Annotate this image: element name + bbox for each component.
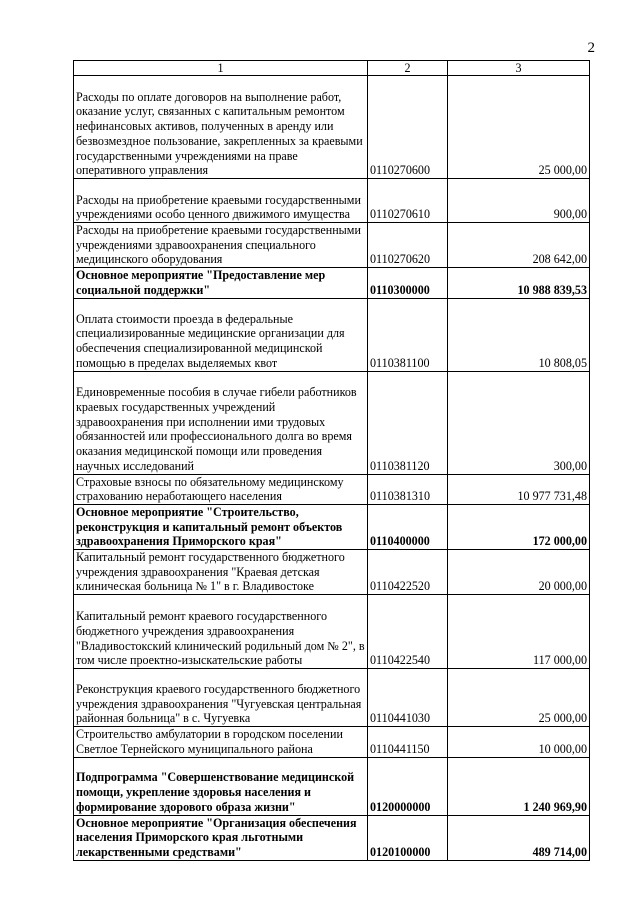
row-code-cell: 0110422520 — [368, 550, 448, 595]
table-header-row — [74, 61, 590, 76]
row-code-cell: 0110381310 — [368, 474, 448, 504]
budget-table — [73, 60, 590, 861]
row-name-cell: Строительство амбулатории в городском поселении Светлое Тернейского муниципального района — [74, 727, 368, 757]
row-name-cell: Расходы по оплате договоров на выполнение работ, оказание услуг, связанных с капитальным ремонтом нефинансовых активов, полученных в аренду или безвозмездное пользование, закрепленных за краевыми государственными учреждениями на праве оперативного управления — [74, 76, 368, 179]
row-amount-cell: 10 977 731,48 — [448, 474, 590, 504]
row-name-cell: Расходы на приобретение краевыми государственными учреждениями здравоохранения специального медицинского оборудования — [74, 223, 368, 268]
column-header-3: 3 — [448, 61, 590, 76]
row-name-cell: Капитальный ремонт краевого государственного бюджетного учреждения здравоохранения "Владивостокский клинический родильный дом № 2", в том числе проектно-изыскательские работы — [74, 595, 368, 669]
table-row — [74, 595, 590, 669]
row-name-cell: Единовременные пособия в случае гибели работников краевых государственных учреждений здравоохранения при исполнении ими трудовых обязанностей или профессионального долга во время оказания медицинской помощи или проведения научных исследований — [74, 371, 368, 474]
row-name-cell: Страховые взносы по обязательному медицинскому страхованию неработающего населения — [74, 474, 368, 504]
row-amount-cell: 1 240 969,90 — [448, 757, 590, 815]
row-amount-cell: 10 988 839,53 — [448, 268, 590, 298]
column-header-1: 1 — [74, 61, 368, 76]
table-row — [74, 550, 590, 595]
row-amount-cell: 25 000,00 — [448, 669, 590, 727]
row-code-cell: 0110441030 — [368, 669, 448, 727]
row-name-cell: Реконструкция краевого государственного бюджетного учреждения здравоохранения "Чугуевская центральная районная больница" в с. Чугуевка — [74, 669, 368, 727]
row-amount-cell: 900,00 — [448, 179, 590, 223]
table-row — [74, 757, 590, 815]
table-row — [74, 727, 590, 757]
row-name-cell: Расходы на приобретение краевыми государственными учреждениями особо ценного движимого имущества — [74, 179, 368, 223]
table-row — [74, 669, 590, 727]
row-amount-cell: 117 000,00 — [448, 595, 590, 669]
table-row — [74, 179, 590, 223]
table-row — [74, 371, 590, 474]
table-row — [74, 474, 590, 504]
row-code-cell: 0120000000 — [368, 757, 448, 815]
row-code-cell: 0110270620 — [368, 223, 448, 268]
page-number: 2 — [587, 40, 595, 56]
row-name-cell: Основное мероприятие "Строительство, реконструкция и капитальный ремонт объектов здравоохранения Приморского края" — [74, 504, 368, 549]
row-code-cell: 0110381120 — [368, 371, 448, 474]
table-row — [74, 76, 590, 179]
row-amount-cell: 208 642,00 — [448, 223, 590, 268]
row-amount-cell: 489 714,00 — [448, 815, 590, 860]
row-name-cell: Основное мероприятие "Предоставление мер социальной поддержки" — [74, 268, 368, 298]
row-amount-cell: 25 000,00 — [448, 76, 590, 179]
row-code-cell: 0110270600 — [368, 76, 448, 179]
row-name-cell: Подпрограмма "Совершенствование медицинской помощи, укрепление здоровья населения и формирование здорового образа жизни" — [74, 757, 368, 815]
row-name-cell: Основное мероприятие "Организация обеспечения населения Приморского края льготными лекарственными средствами" — [74, 815, 368, 860]
row-code-cell: 0110441150 — [368, 727, 448, 757]
column-header-2: 2 — [368, 61, 448, 76]
row-amount-cell: 10 000,00 — [448, 727, 590, 757]
row-amount-cell: 172 000,00 — [448, 504, 590, 549]
table-row — [74, 223, 590, 268]
table-row — [74, 268, 590, 298]
row-amount-cell: 10 808,05 — [448, 298, 590, 371]
table-row — [74, 298, 590, 371]
table-row — [74, 815, 590, 860]
row-amount-cell: 20 000,00 — [448, 550, 590, 595]
row-code-cell: 0110400000 — [368, 504, 448, 549]
row-code-cell: 0110422540 — [368, 595, 448, 669]
row-name-cell: Капитальный ремонт государственного бюджетного учреждения здравоохранения "Краевая детская клиническая больница № 1" в г. Владивостоке — [74, 550, 368, 595]
row-code-cell: 0110381100 — [368, 298, 448, 371]
row-code-cell: 0120100000 — [368, 815, 448, 860]
row-code-cell: 0110300000 — [368, 268, 448, 298]
row-code-cell: 0110270610 — [368, 179, 448, 223]
table-row — [74, 504, 590, 549]
row-name-cell: Оплата стоимости проезда в федеральные специализированные медицинские организации для обеспечения специализированной медицинской помощью в пределах выделяемых квот — [74, 298, 368, 371]
row-amount-cell: 300,00 — [448, 371, 590, 474]
